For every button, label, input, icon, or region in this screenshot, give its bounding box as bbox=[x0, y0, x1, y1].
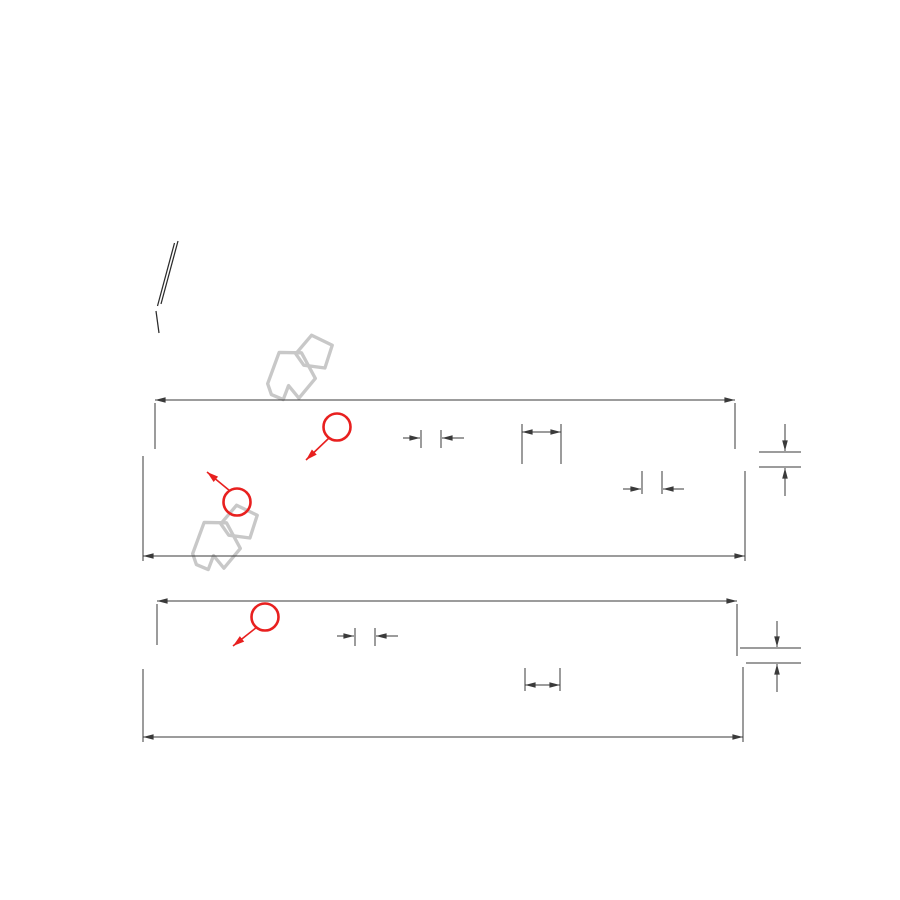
sheet-3d-view bbox=[156, 241, 178, 333]
side-a-marker bbox=[224, 489, 251, 516]
cross-section-ab bbox=[143, 400, 801, 561]
side-r-marker bbox=[252, 604, 279, 631]
cross-section-r bbox=[143, 601, 801, 742]
side-b-marker bbox=[324, 414, 351, 441]
